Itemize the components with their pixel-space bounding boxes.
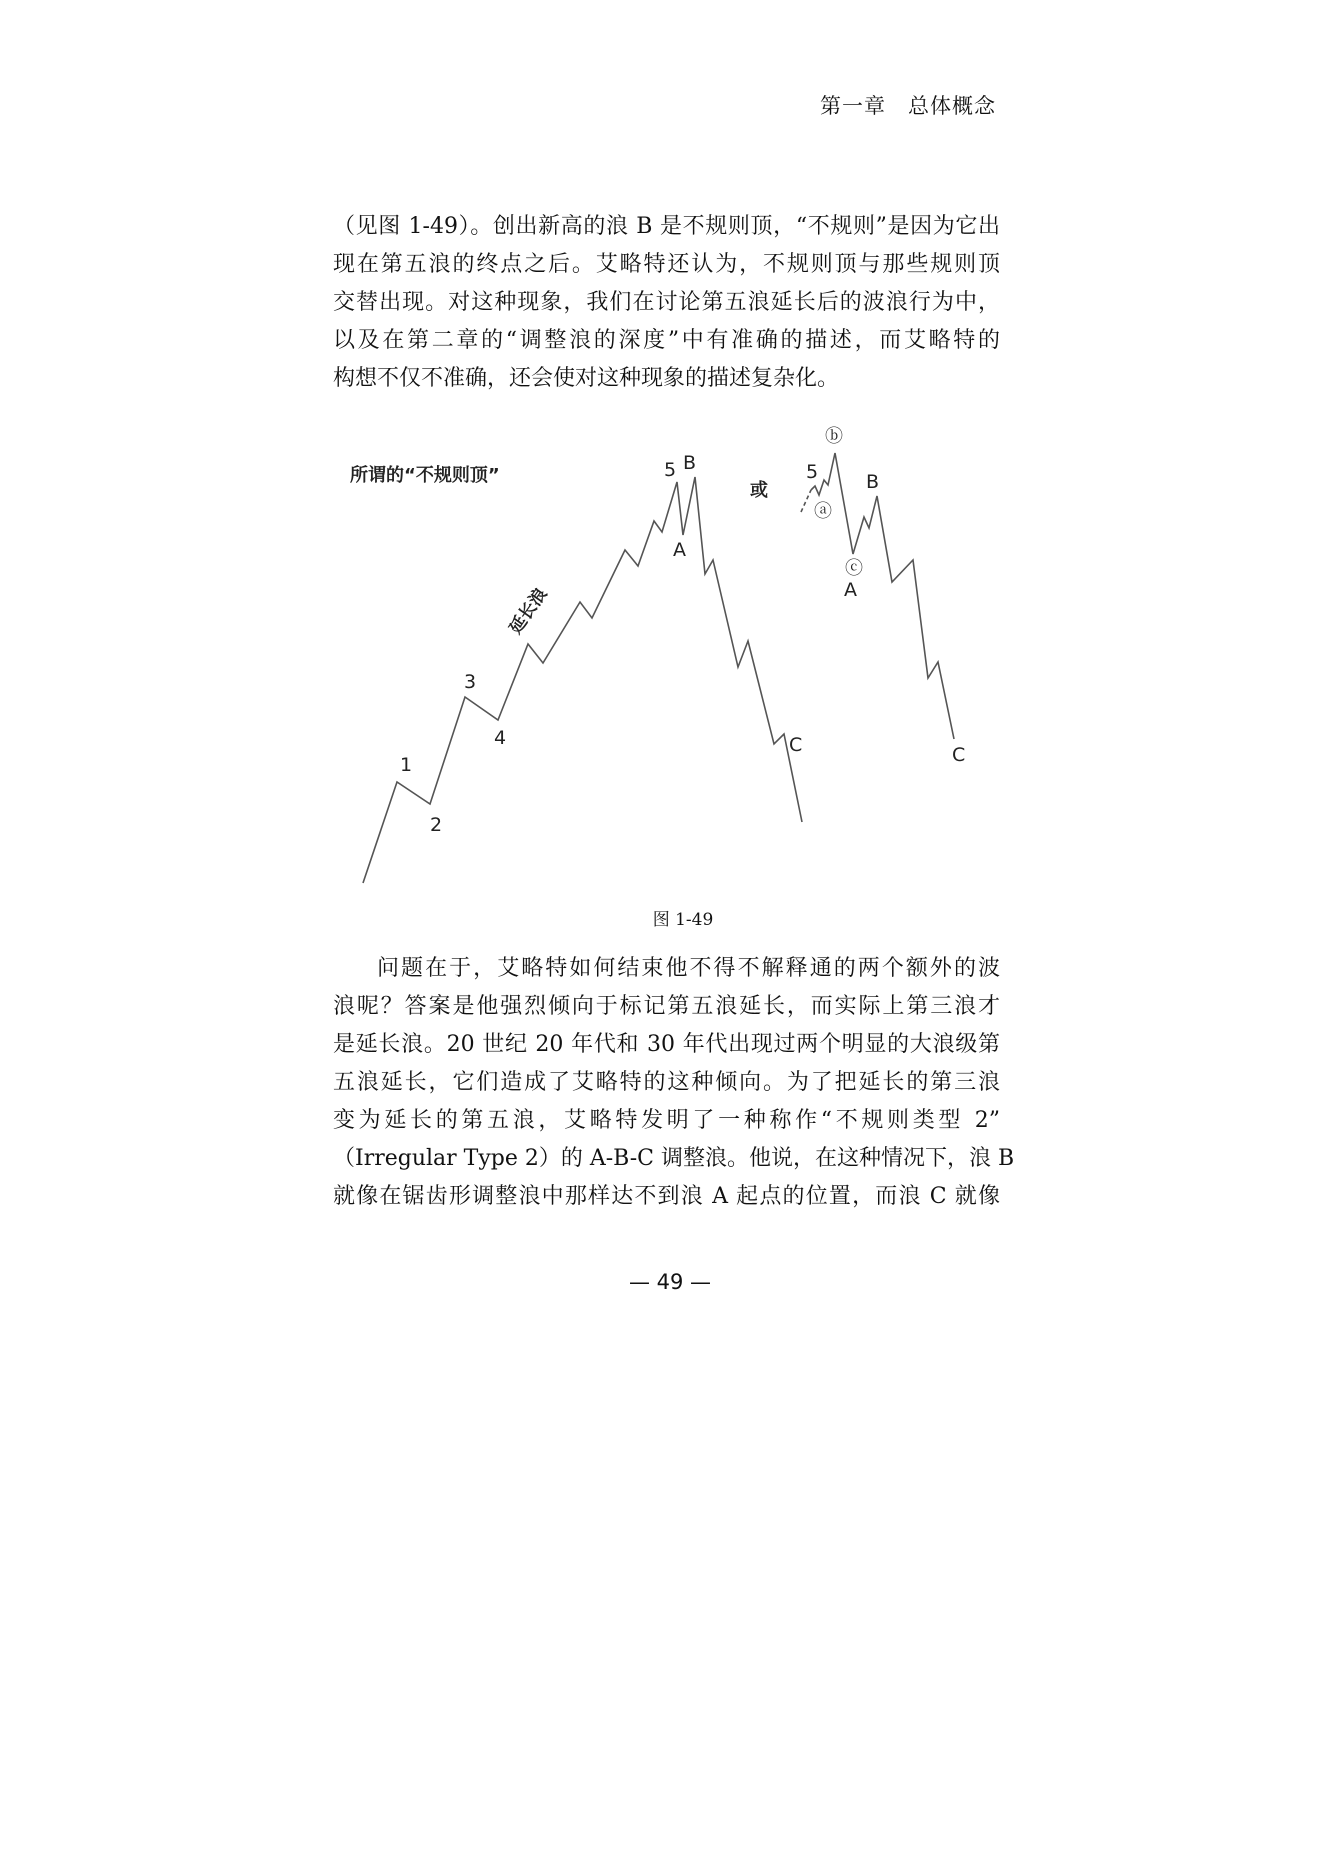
- paragraph-2: [333, 950, 1015, 1216]
- right-wave-label-A: A: [844, 579, 857, 601]
- text-line: 是延长浪。20 世纪 20 年代和 30 年代出现过两个明显的大浪级第: [333, 1032, 1000, 1057]
- right-wave-label-C: C: [952, 744, 966, 766]
- figure-title: 所谓的“不规则顶”: [350, 465, 500, 486]
- right-sub-label-b: ⓑ: [825, 426, 843, 447]
- or-label: 或: [750, 480, 768, 501]
- wave-label-1: 1: [400, 754, 413, 776]
- text-line: 以及在第二章的“调整浪的深度”中有准确的描述，而艾略特的: [333, 328, 1000, 353]
- text-line: （Irregular Type 2）的 A-B-C 调整浪。他说，在这种情况下，浪 B: [333, 1146, 1015, 1171]
- wave-label-3: 3: [464, 671, 477, 693]
- right-wave-label-5: 5: [806, 461, 819, 483]
- text-line: 构想不仅不准确，还会使对这种现象的描述复杂化。: [333, 366, 840, 391]
- text-line: 现在第五浪的终点之后。艾略特还认为，不规则顶与那些规则顶: [333, 252, 1000, 277]
- text-line: （见图 1-49）。创出新高的浪 B 是不规则顶，“不规则”是因为它出: [333, 214, 1000, 239]
- text-line: 浪呢？答案是他强烈倾向于标记第五浪延长，而实际上第三浪才: [333, 994, 1000, 1019]
- wave-label-B: B: [683, 452, 697, 474]
- left-wave-line: [363, 477, 802, 883]
- right-wave-line: [811, 453, 954, 739]
- text-line: 变为延长的第五浪，艾略特发明了一种称作“不规则类型 2”: [333, 1108, 1000, 1133]
- right-sub-label-a: ⓐ: [814, 501, 832, 522]
- wave-label-5: 5: [664, 459, 677, 481]
- wave-label-2: 2: [430, 814, 443, 836]
- right-wave-label-B: B: [866, 471, 880, 493]
- text-line: 就像在锯齿形调整浪中那样达不到浪 A 起点的位置，而浪 C 就像: [333, 1184, 1000, 1209]
- text-line: 五浪延长，它们造成了艾略特的这种倾向。为了把延长的第三浪: [333, 1070, 1000, 1095]
- wave-label-A: A: [673, 539, 686, 561]
- extension-label: 延长浪: [505, 584, 552, 638]
- elliott-wave-figure: [340, 420, 1000, 890]
- page-number: — 49 —: [628, 1270, 712, 1294]
- right-wave-dashed-line: [801, 490, 811, 512]
- figure-caption: 图 1-49: [652, 910, 714, 930]
- right-sub-label-c: ⓒ: [845, 558, 863, 579]
- chapter-header: 第一章 总体概念: [820, 94, 996, 118]
- wave-label-C: C: [789, 734, 803, 756]
- paragraph-1: [333, 208, 1000, 398]
- text-line: 问题在于，艾略特如何结束他不得不解释通的两个额外的波: [377, 956, 1000, 981]
- wave-label-4: 4: [494, 727, 507, 749]
- text-line: 交替出现。对这种现象，我们在讨论第五浪延长后的波浪行为中，: [333, 290, 1000, 315]
